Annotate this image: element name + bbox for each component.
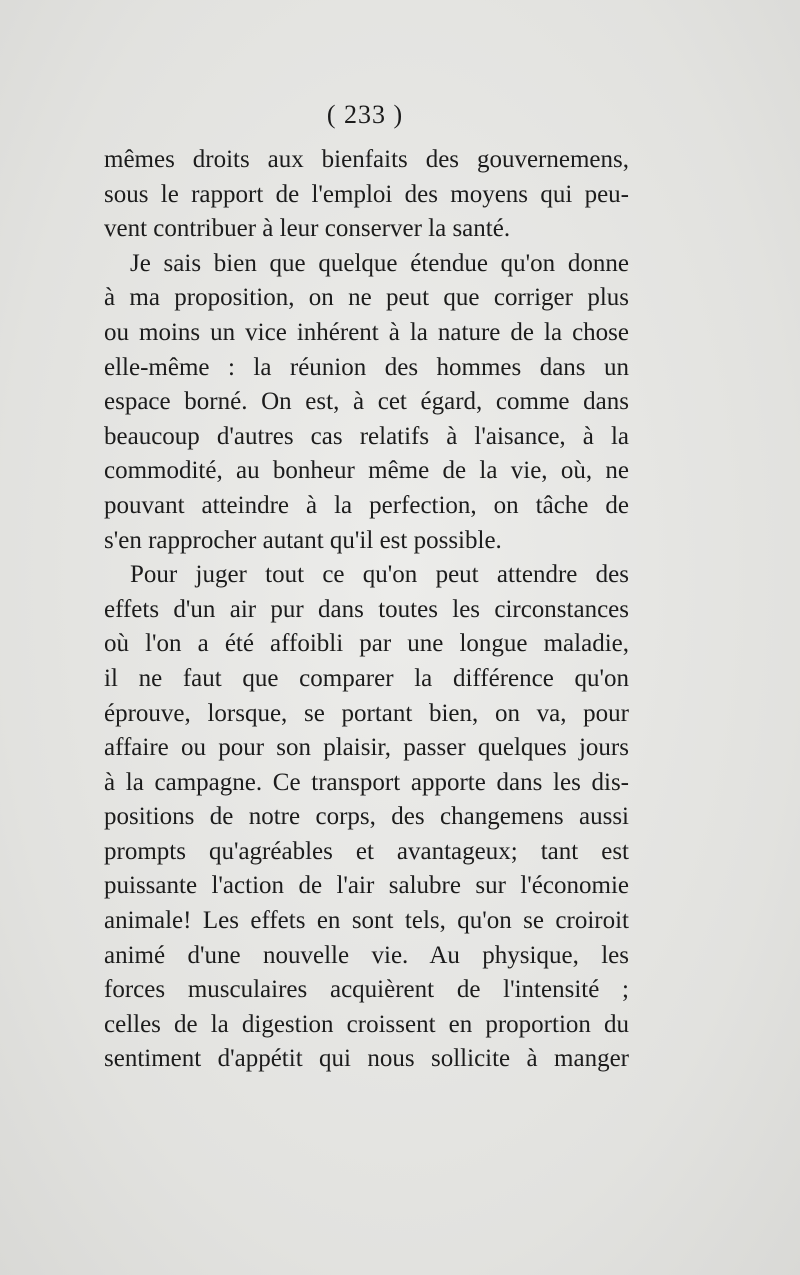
text-line: à la campagne. Ce transport apporte dans les dis- — [104, 768, 629, 796]
text-line: affaire ou pour son plaisir, passer quelques jours — [104, 734, 629, 762]
text-line: puissante l'action de l'air salubre sur l'économie — [104, 872, 629, 900]
page-number: ( 233 ) — [326, 100, 404, 129]
text-line: à ma proposition, on ne peut que corriger plus — [104, 284, 629, 312]
text-line: elle-même : la réunion des hommes dans un — [104, 353, 629, 381]
text-line: prompts qu'agréables et avantageux; tant est — [104, 837, 629, 865]
text-line: Je sais bien que quelque étendue qu'on donne — [130, 249, 629, 277]
body-text — [104, 143, 629, 1077]
text-line: mêmes droits aux bienfaits des gouvernemens, — [104, 146, 629, 173]
text-line: ou moins un vice inhérent à la nature de la chose — [104, 318, 629, 346]
text-line: Pour juger tout ce qu'on peut attendre des — [130, 561, 629, 589]
text-line: positions de notre corps, des changemens aussi — [104, 803, 629, 831]
text-line: éprouve, lorsque, se portant bien, on va, pour — [104, 699, 629, 727]
text-line: animé d'une nouvelle vie. Au physique, les — [104, 941, 629, 969]
text-line: celles de la digestion croissent en proportion du — [104, 1010, 629, 1038]
text-line: effets d'un air pur dans toutes les circonstances — [104, 595, 629, 623]
text-line: animale! Les effets en sont tels, qu'on se croiroit — [104, 907, 629, 935]
text-line: vent contribuer à leur conserver la santé. — [104, 215, 511, 243]
text-line: où l'on a été affoibli par une longue maladie, — [104, 630, 629, 658]
text-line: il ne faut que comparer la différence qu'on — [104, 664, 629, 692]
text-line: s'en rapprocher autant qu'il est possible. — [104, 526, 502, 554]
text-line: pouvant atteindre à la perfection, on tâche de — [104, 491, 629, 519]
text-line: commodité, au bonheur même de la vie, où, ne — [104, 457, 629, 485]
text-line: beaucoup d'autres cas relatifs à l'aisance, à la — [104, 422, 629, 450]
text-line: sentiment d'appétit qui nous sollicite à manger — [104, 1045, 629, 1073]
text-line: sous le rapport de l'emploi des moyens qui peu- — [104, 180, 629, 208]
text-line: forces musculaires acquièrent de l'intensité ; — [104, 976, 629, 1004]
text-line: espace borné. On est, à cet égard, comme dans — [104, 388, 629, 416]
